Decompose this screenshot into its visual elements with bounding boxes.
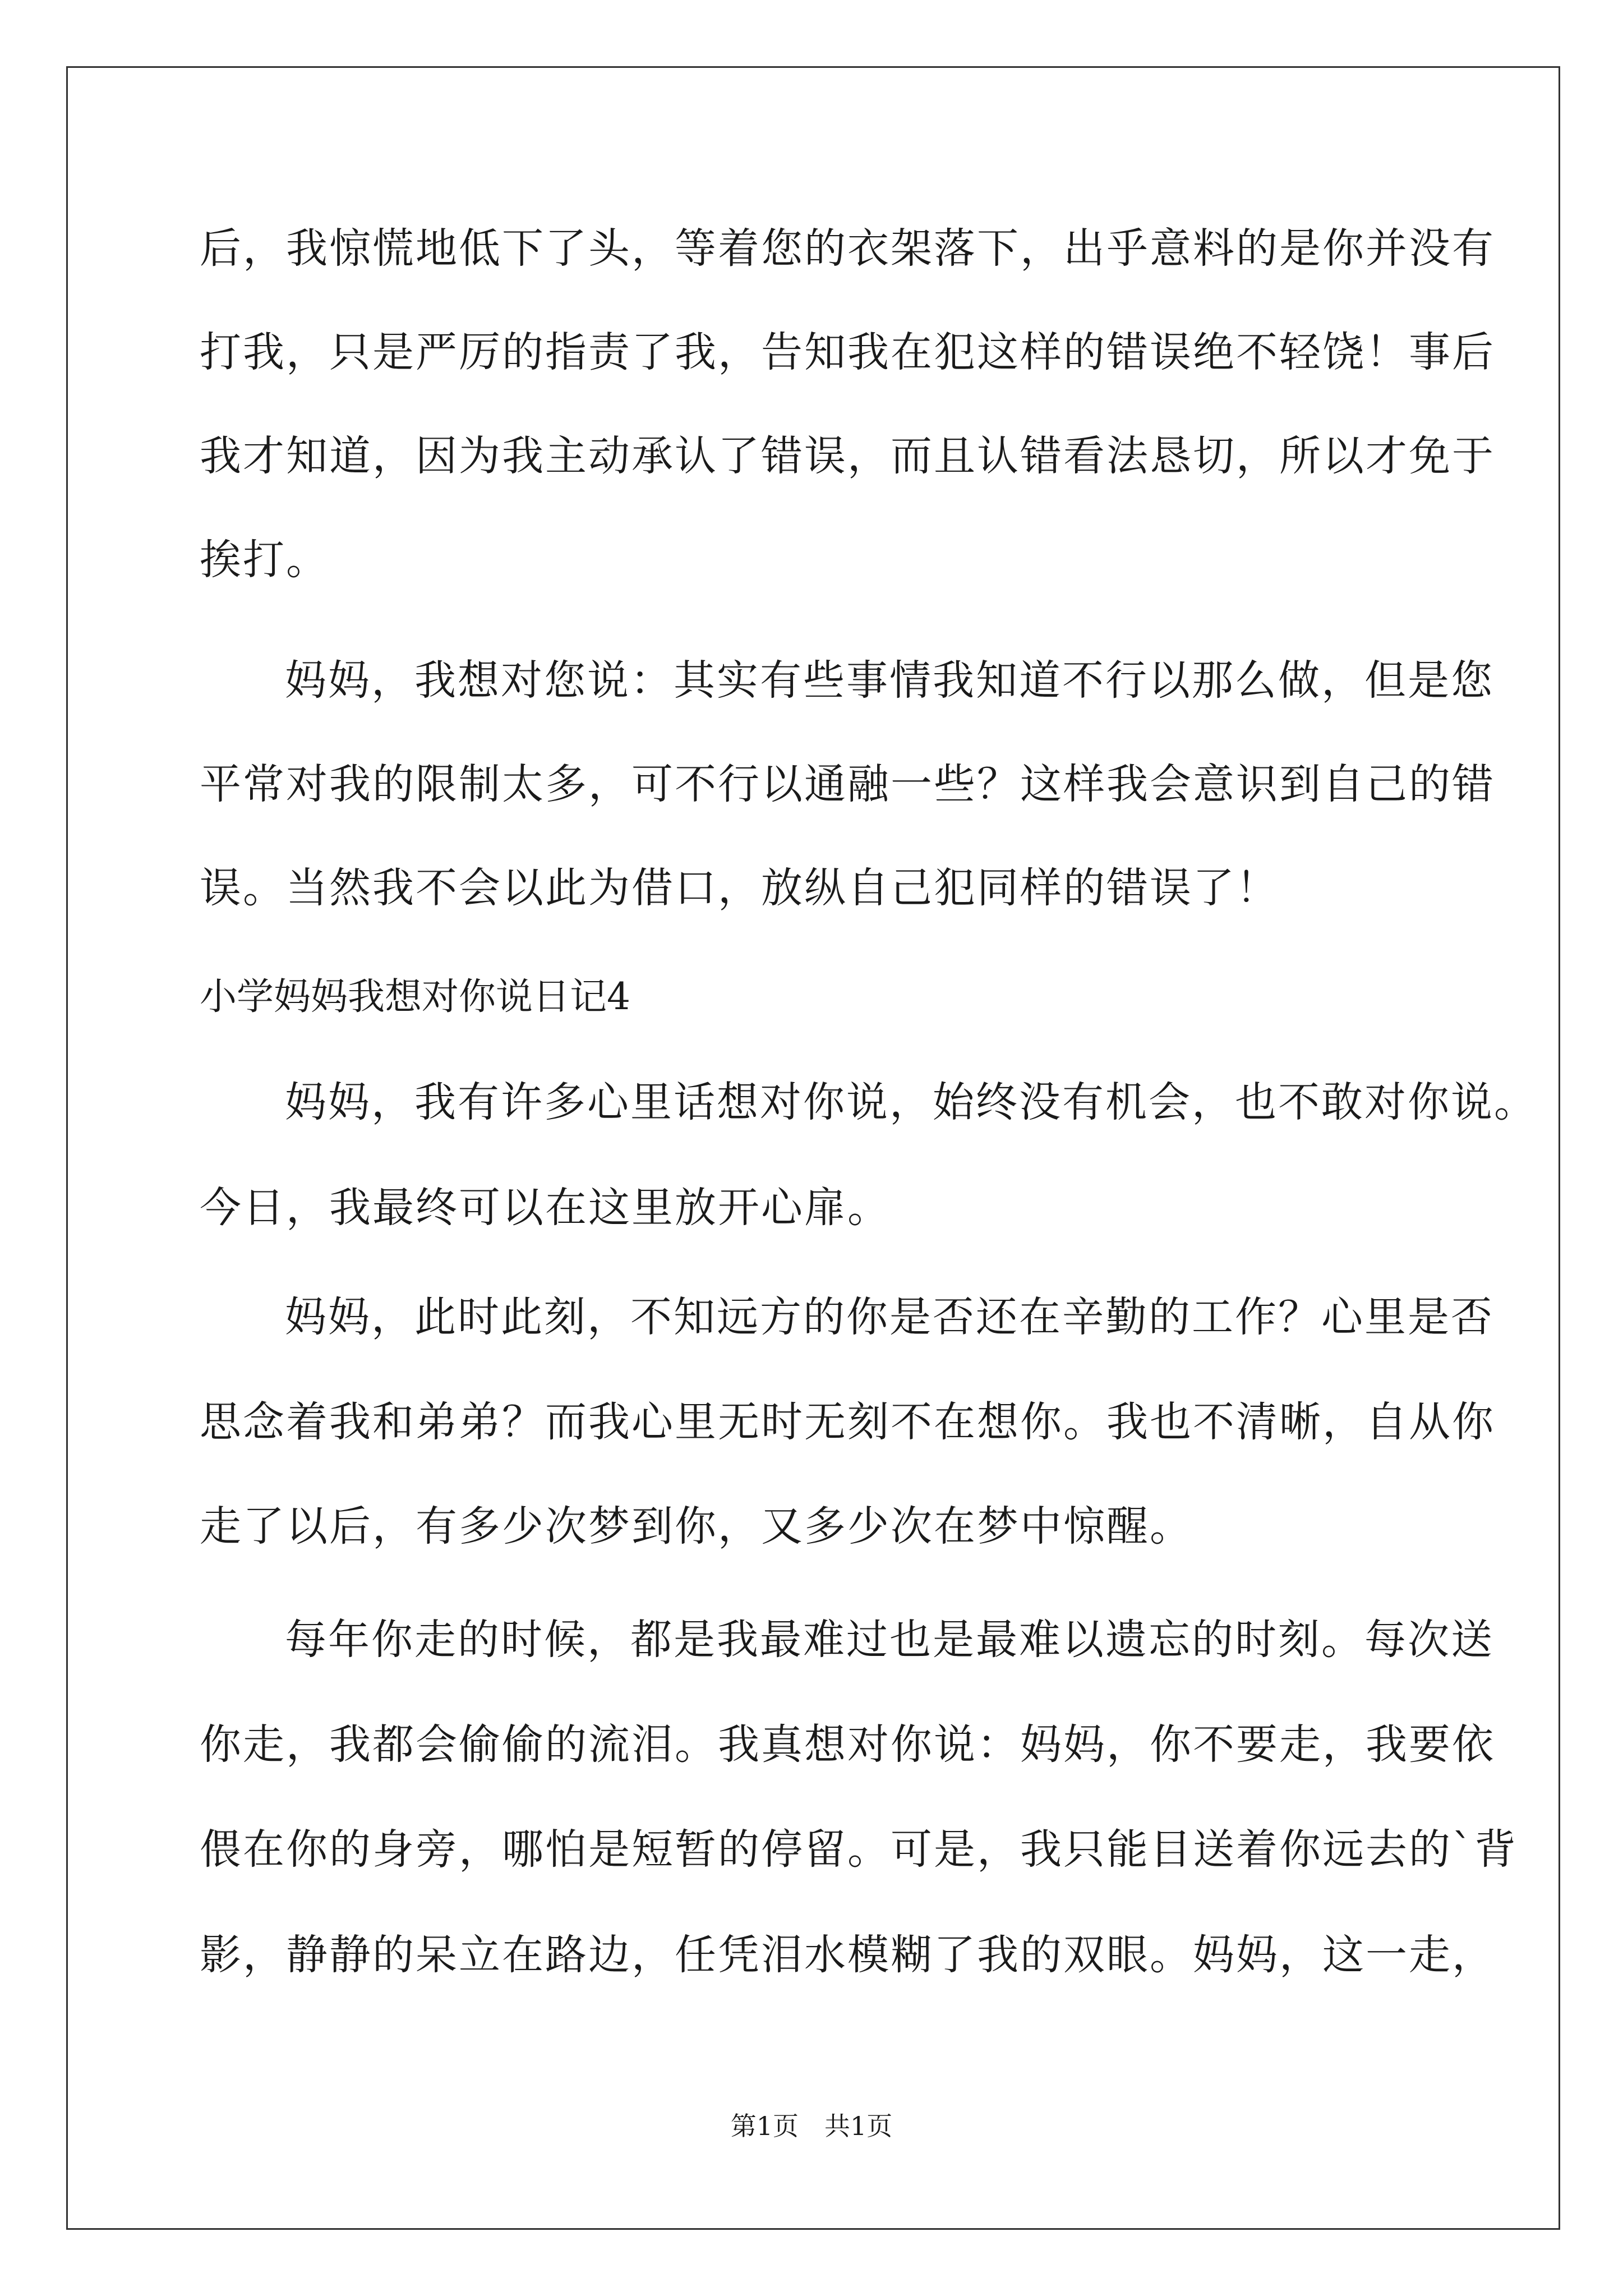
text-line: 误。当然我不会以此为借口，放纵自己犯同样的错误了！ [200,864,1279,912]
text-line: 我才知道，因为我主动承认了错误，而且认错看法恳切，所以才免于 [200,432,1495,480]
text-line: 打我，只是严厉的指责了我，告知我在犯这样的错误绝不轻饶！事后 [200,328,1495,376]
text-line: 今日，我最终可以在这里放开心扉。 [200,1184,891,1232]
paragraph-first-line: 妈妈，我有许多心里话想对你说，始终没有机会，也不敢对你说。 [285,1078,1537,1126]
text-line: 影，静静的呆立在路边，任凭泪水模糊了我的双眼。妈妈，这一走， [200,1931,1495,1979]
page-footer: 第1页 共1页 [730,2111,893,2141]
paragraph-first-line: 妈妈，此时此刻，不知远方的你是否还在辛勤的工作？心里是否 [285,1293,1494,1341]
text-line: 偎在你的身旁，哪怕是短暂的停留。可是，我只能目送着你远去的`背 [200,1825,1518,1874]
text-line: 平常对我的限制太多，可不行以通融一些？这样我会意识到自己的错 [200,760,1495,808]
paragraph-first-line: 每年你走的时候，都是我最难过也是最难以遗忘的时刻。每次送 [285,1616,1494,1664]
text-line: 挨打。 [200,536,329,584]
paragraph-first-line: 妈妈，我想对您说：其实有些事情我知道不行以那么做，但是您 [285,656,1494,705]
text-line: 后，我惊慌地低下了头，等着您的衣架落下，出乎意料的是你并没有 [200,224,1495,273]
page-border [66,66,1560,2230]
text-line: 走了以后，有多少次梦到你，又多少次在梦中惊醒。 [200,1502,1193,1550]
text-line: 你走，我都会偷偷的流泪。我真想对你说：妈妈，你不要走，我要依 [200,1720,1495,1769]
text-line: 思念着我和弟弟？而我心里无时无刻不在想你。我也不清晰，自从你 [200,1398,1495,1446]
section-heading: 小学妈妈我想对你说日记4 [200,975,630,1018]
